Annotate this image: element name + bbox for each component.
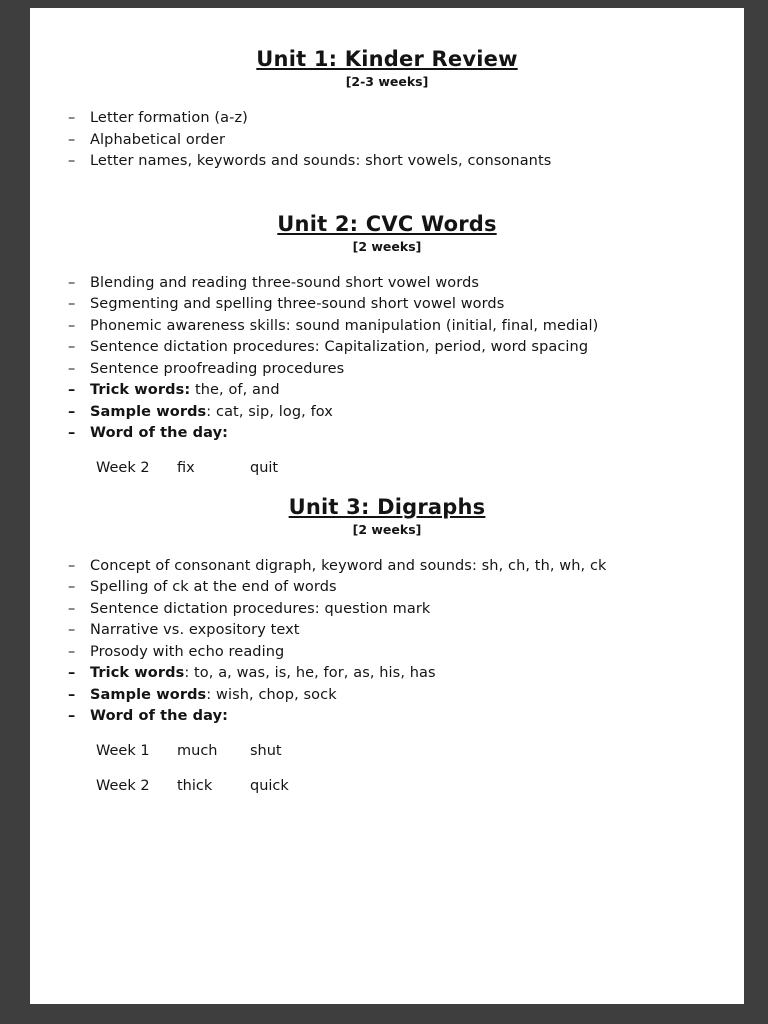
item-label: Sample words bbox=[90, 403, 207, 420]
item-text: Concept of consonant digraph, keyword and sounds: sh, ch, th, wh, ck bbox=[90, 557, 607, 574]
item-text: Blending and reading three-sound short vowel words bbox=[90, 274, 480, 291]
list-item bbox=[68, 642, 706, 664]
list-item bbox=[68, 577, 706, 599]
unit-2-duration: [2 weeks] bbox=[352, 238, 422, 254]
list-item-word-of-the-day bbox=[68, 706, 706, 728]
list-item bbox=[68, 151, 706, 173]
item-text: Segmenting and spelling three-sound short vowel words bbox=[90, 296, 505, 312]
item-label: Trick words: bbox=[90, 382, 191, 398]
item-text: Sentence proofreading procedures bbox=[90, 360, 345, 377]
week-label: Week 2 bbox=[96, 777, 150, 794]
list-item bbox=[68, 599, 706, 621]
week-word: thick bbox=[177, 777, 213, 794]
item-text: : cat, sip, log, fox bbox=[206, 403, 333, 420]
week-label: Week 2 bbox=[96, 459, 150, 476]
week-row bbox=[96, 741, 706, 761]
unit-section-1 bbox=[68, 46, 706, 173]
unit-2-list bbox=[68, 273, 706, 445]
list-item-trick-words bbox=[68, 380, 706, 402]
item-text: Narrative vs. expository text bbox=[90, 622, 300, 638]
document-page bbox=[30, 8, 744, 1004]
item-text: Letter names, keywords and sounds: short vowels, consonants bbox=[90, 153, 552, 169]
unit-section-2 bbox=[68, 211, 706, 478]
list-item bbox=[68, 130, 706, 152]
unit-1-title: Unit 1: Kinder Review bbox=[256, 47, 518, 71]
unit-2-title: Unit 2: CVC Words bbox=[277, 211, 497, 236]
list-item-trick-words bbox=[68, 663, 706, 685]
item-text: Letter formation (a-z) bbox=[90, 110, 248, 126]
list-item bbox=[68, 359, 706, 381]
week-word: quit bbox=[250, 459, 279, 476]
list-item-word-of-the-day bbox=[68, 423, 706, 445]
unit-3-word-of-day-table bbox=[68, 741, 706, 796]
item-label: Trick words bbox=[90, 665, 185, 681]
list-item-sample-words bbox=[68, 402, 706, 424]
item-text: Prosody with echo reading bbox=[90, 643, 285, 660]
list-item bbox=[68, 273, 706, 295]
unit-1-list bbox=[68, 108, 706, 173]
unit-3-list bbox=[68, 556, 706, 728]
item-text: Sentence dictation procedures: Capitalization, period, word spacing bbox=[90, 339, 589, 355]
list-item bbox=[68, 316, 706, 338]
list-item bbox=[68, 620, 706, 642]
week-word: shut bbox=[250, 742, 282, 759]
week-label: Week 1 bbox=[96, 742, 150, 759]
item-text: the, of, and bbox=[190, 382, 280, 398]
item-text: Spelling of ck at the end of words bbox=[90, 579, 337, 595]
item-label: Word of the day: bbox=[90, 425, 229, 441]
unit-section-3 bbox=[68, 494, 706, 796]
item-text: Alphabetical order bbox=[90, 131, 226, 148]
week-row bbox=[96, 776, 706, 796]
item-label: Sample words bbox=[90, 686, 207, 703]
unit-3-title: Unit 3: Digraphs bbox=[288, 494, 486, 519]
list-item bbox=[68, 556, 706, 578]
week-word: quick bbox=[250, 777, 289, 794]
unit-1-duration: [2-3 weeks] bbox=[345, 74, 429, 89]
week-word: fix bbox=[177, 459, 195, 476]
unit-2-word-of-day-table bbox=[68, 458, 706, 478]
list-item bbox=[68, 294, 706, 316]
item-label: Word of the day: bbox=[90, 708, 229, 724]
list-item bbox=[68, 108, 706, 130]
week-row bbox=[96, 458, 706, 478]
item-text: : to, a, was, is, he, for, as, his, has bbox=[184, 665, 436, 681]
item-text: Sentence dictation procedures: question mark bbox=[90, 600, 431, 617]
item-text: Phonemic awareness skills: sound manipulation (initial, final, medial) bbox=[90, 317, 599, 334]
list-item-sample-words bbox=[68, 685, 706, 707]
week-word: much bbox=[177, 742, 218, 759]
list-item bbox=[68, 337, 706, 359]
item-text: : wish, chop, sock bbox=[206, 686, 337, 703]
unit-3-duration: [2 weeks] bbox=[352, 521, 422, 537]
